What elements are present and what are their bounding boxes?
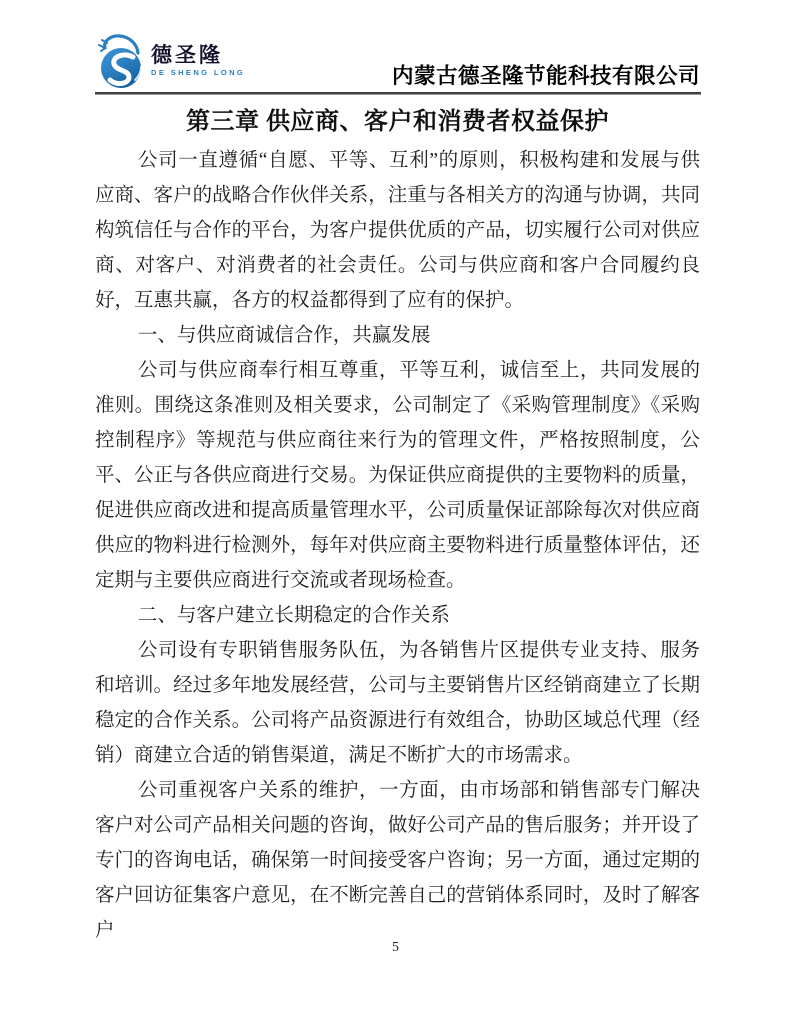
logo-en-text: DE SHENG LONG (151, 68, 246, 78)
company-name: 内蒙古德圣隆节能科技有限公司 (391, 64, 700, 88)
paragraph-4: 公司重视客户关系的维护，一方面，由市场部和销售部专门解决客户对公司产品相关问题的咨询，做好公司产品的售后服务；并开设了专门的咨询电话，确保第一时间接受客户咨询；另一方面，通过定期的客户回访征集客户意见，在不断完善自己的营销体系同时，及时了解客户 (95, 780, 700, 941)
document-header (95, 30, 700, 92)
dragon-globe-icon (95, 32, 147, 90)
logo-wordmark (151, 45, 245, 77)
section-heading-2: 二、与客户建立长期稳定的合作关系 (137, 605, 450, 626)
logo-cn-text: 德圣隆 (151, 44, 223, 68)
page-number: 5 (392, 940, 399, 955)
header-divider (95, 92, 701, 95)
company-logo (95, 32, 245, 90)
paragraph-3: 公司设有专职销售服务队伍，为各销售片区提供专业支持、服务和培训。经过多年地发展经营，公司与主要销售片区经销商建立了长期稳定的合作关系。公司将产品资源进行有效组合，协助区域总代理（经销）商建立合适的销售渠道，满足不断扩大的市场需求。 (95, 640, 700, 766)
chapter-title: 第三章 供应商、客户和消费者权益保护 (186, 109, 609, 135)
section-heading-1: 一、与供应商诚信合作，共赢发展 (137, 325, 431, 346)
paragraph-1: 公司一直遵循“自愿、平等、互利”的原则，积极构建和发展与供应商、客户的战略合作伙伴关系，注重与各相关方的沟通与协调，共同构筑信任与合作的平台，为客户提供优质的产品，切实履行公司对供应商、对客户、对消费者的社会责任。公司与供应商和客户合同履约良好，互惠共赢，各方的权益都得到了应有的保护。 (95, 150, 700, 311)
page-footer (0, 938, 791, 956)
document-body (95, 103, 700, 948)
paragraph-2: 公司与供应商奉行相互尊重，平等互利，诚信至上，共同发展的准则。围绕这条准则及相关要求，公司制定了《采购管理制度》《采购控制程序》等规范与供应商往来行为的管理文件，严格按照制度，公平、公正与各供应商进行交易。为保证供应商提供的主要物料的质量，促进供应商改进和提高质量管理水平，公司质量保证部除每次对供应商供应的物料进行检测外，每年对供应商主要物料进行质量整体评估，还定期与主要供应商进行交流或者现场检查。 (95, 360, 700, 591)
